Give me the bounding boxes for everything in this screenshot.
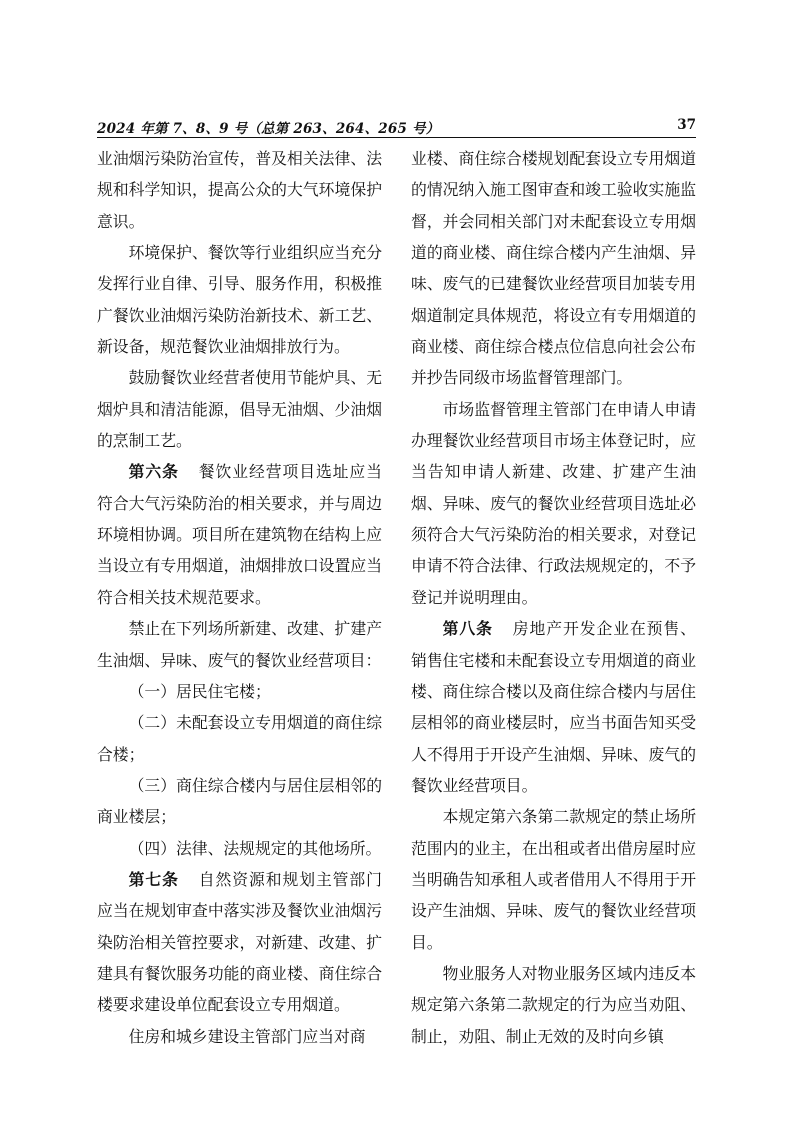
list-item: （三）商住综合楼内与居住层相邻的商业楼层； (97, 775, 382, 827)
paragraph: 业楼、商住综合楼规划配套设立专用烟道的情况纳入施工图审查和竣工验收实施监督，并会同相关部门对未配套设立专用烟道的商业楼、商住综合楼内产生油烟、异味、废气的已建餐饮业经营项目加装专用烟道制定具体规范，将设立有专用烟道的商业楼、商住综合楼点位信息向社会公布并抄告同级市场监督管理部门。 (411, 149, 696, 388)
running-header (97, 117, 696, 137)
article-title: 第六条 (128, 462, 179, 482)
article-title: 第七条 (128, 869, 179, 889)
list-item: （四）法律、法规规定的其他场所。 (128, 838, 382, 858)
paragraph: 禁止在下列场所新建、改建、扩建产生油烟、异味、废气的餐饮业经营项目： (97, 619, 382, 670)
paragraph: 鼓励餐饮业经营者使用节能炉具、无烟炉具和清洁能源，倡导无油烟、少油烟的烹制工艺。 (97, 368, 382, 451)
article-8 (411, 613, 696, 801)
paragraph: 市场监督管理主管部门在申请人申请办理餐饮业经营项目市场主体登记时，应当告知申请人新建、改建、扩建产生油烟、异味、废气的餐饮业经营项目选址必须符合大气污染防治的相关要求，对登记申请不符合法律、行政法规规定的，不予登记并说明理由。 (411, 399, 696, 607)
list-item: （一）居民住宅楼； (128, 681, 271, 701)
paragraph: 环境保护、餐饮等行业组织应当充分发挥行业自律、引导、服务作用，积极推广餐饮业油烟污染防治新技术、新工艺、新设备，规范餐饮业油烟排放行为。 (97, 243, 382, 357)
paragraph: 业油烟污染防治宣传，普及相关法律、法规和科学知识，提高公众的大气环境保护意识。 (97, 149, 382, 231)
paragraph: 住房和城乡建设主管部门应当对商 (128, 1026, 366, 1046)
article-text: 自然资源和规划主管部门应当在规划审查中落实涉及餐饮业油烟污染防治相关管控要求，对新建、改建、扩建具有餐饮服务功能的商业楼、商住综合楼要求建设单位配套设立专用烟道。 (97, 869, 382, 1015)
article-7 (97, 864, 382, 1021)
article-6 (97, 456, 382, 613)
paragraph: 本规定第六条第二款规定的禁止场所范围内的业主，在出租或者出借房屋时应当明确告知承租人或者借用人不得用于开设产生油烟、异味、废气的餐饮业经营项目。 (411, 807, 696, 952)
right-column (411, 143, 696, 1052)
paragraph: 物业服务人对物业服务区域内违反本规定第六条第二款规定的行为应当劝阻、制止，劝阻、制止无效的及时向乡镇 (411, 963, 696, 1046)
page-number: 37 (677, 117, 696, 133)
list-item: （二）未配套设立专用烟道的商住综合楼； (97, 713, 382, 764)
issue-label: 2024 年第 7、8、9 号（总第 263、264、265 号） (97, 121, 440, 137)
article-text: 餐饮业经营项目选址应当符合大气污染防治的相关要求，并与周边环境相协调。项目所在建筑物在结构上应当设立有专用烟道，油烟排放口设置应当符合相关技术规范要求。 (97, 462, 382, 607)
header-rule (97, 137, 696, 138)
article-text: 房地产开发企业在预售、销售住宅楼和未配套设立专用烟道的商业楼、商住综合楼以及商住综合楼内与居住层相邻的商业楼层时，应当书面告知买受人不得用于开设产生油烟、异味、废气的餐饮业经营项目。 (411, 619, 696, 795)
left-column (97, 143, 382, 1052)
article-title: 第八条 (442, 619, 493, 639)
